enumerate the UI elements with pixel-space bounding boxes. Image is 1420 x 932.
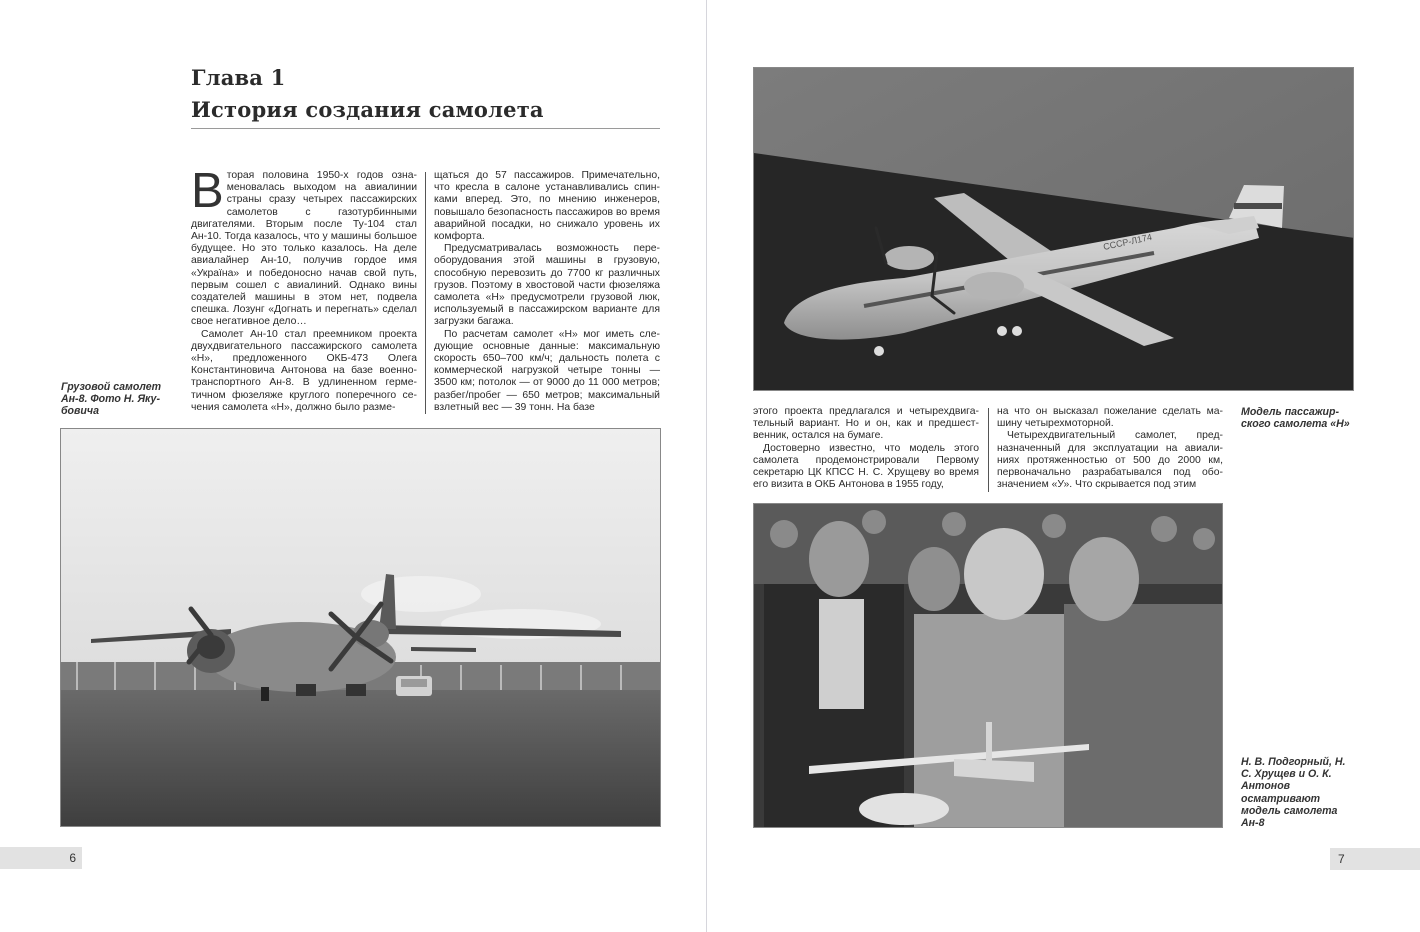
chapter-title: История создания самолета (191, 97, 544, 122)
paragraph: на что он высказал пожелание сделать машину четырехмоторной. (997, 406, 1223, 430)
photo-model-aircraft-n (753, 67, 1354, 391)
drop-cap: В (191, 164, 224, 218)
right-text-column-2 (997, 406, 1223, 491)
paragraph: щаться до 57 пассажиров. Примечательно, что кресла в салоне устанавливались спинками вперед. Это, по мнению инженеров, повышало безопасность пассажиров во время аварийной посадки, но снижало уровень их комфорта. (434, 170, 660, 243)
paragraph: Четырехдвигательный самолет, предназначенный для эксплуатации на авиалиниях протяженностью от 500 до 2000 км, первоначально разрабатывался под обозначением «У». Что скрывается под этим (997, 430, 1223, 491)
chapter-number: Глава 1 (191, 65, 286, 90)
chapter-heading (191, 62, 660, 129)
paragraph: этого проекта предлагался и четырехдвигательный вариант. Но и он, как и предшественник, остался на бумаге. (753, 406, 979, 442)
photo-caption-people: Н. В. Подгорный, Н. С. Хрущев и О. К. Антонов осматривают модель самолета Ан-8 (1241, 756, 1346, 830)
book-spine (706, 0, 707, 932)
paragraph: Достоверно известно, что модель этого самолета продемонстрировали Первому секретарю ЦК КПСС Н. С. Хрущеву во время его визита в ОКБ Антонова в 1955 году, (753, 442, 979, 491)
paragraph: Самолет Ан-10 стал преемником проекта двухдвигательного пассажирского самолета «Н», предложенного ОКБ-473 Олега Константиновича Антонова на базе военно-транспортного Ан-8. В удлиненном герметичном фюзеляже круглого поперечного сечения самолета «Н», должно было разме- (191, 328, 417, 413)
photo-an8-cargo-plane (60, 428, 661, 827)
column-divider (988, 408, 989, 492)
paragraph: Предусматривалась возможность переоборудования этой машины в грузовую, способную перевозить до 7700 кг различных грузов. Поэтому в хвостовой части фюзеляжа самолета «Н» предусмотрели грузовой люк, используемый в пассажирском варианте для загрузки багажа. (434, 243, 660, 328)
right-text-column-1 (753, 406, 979, 491)
left-text-column-2 (434, 170, 660, 414)
photo-khrushchev-antonov-model (753, 503, 1223, 828)
photo-caption-an8: Грузовой самолет Ан-8. Фото Н. Якубовича (61, 381, 162, 418)
page-number-left: 6 (0, 847, 82, 869)
page-number-right: 7 (1330, 848, 1420, 870)
left-text-column-1 (191, 164, 417, 414)
paragraph: Вторая половина 1950-х годов ознаменовалась выходом на авиалинии страны сразу четырех пассажирских самолетов с газотурбинными двигателями. Вторым после Ту-104 стал Ан-10. Тогда казалось, что у машины большое будущее. Но это только казалось. На деле авиалайнер Ан-10, получив гордое имя «Україна» и победоносно начав свой путь, первым сошел с авиалиний. Однако вины создателей машины в этом нет, подвела спешка. Лозунг «Догнать и перегнать» сделал свое негативное дело… (191, 164, 417, 328)
chapter-rule (191, 128, 660, 129)
svg-text:СССР-Л174: СССР-Л174 (1102, 231, 1153, 252)
photo-caption-model: Модель пассажирского самолета «Н» (1241, 406, 1350, 431)
paragraph: По расчетам самолет «Н» мог иметь следующие основные данные: максимальную скорость 650–700 км/ч; дальность полета с коммерческой нагрузкой четыре тонны — 3500 км; потолок — от 9000 до 11 000 метров; разбег/пробег — 650 метров; максимальный взлетный вес — 39 тонн. На базе (434, 328, 660, 413)
column-divider (425, 172, 426, 414)
